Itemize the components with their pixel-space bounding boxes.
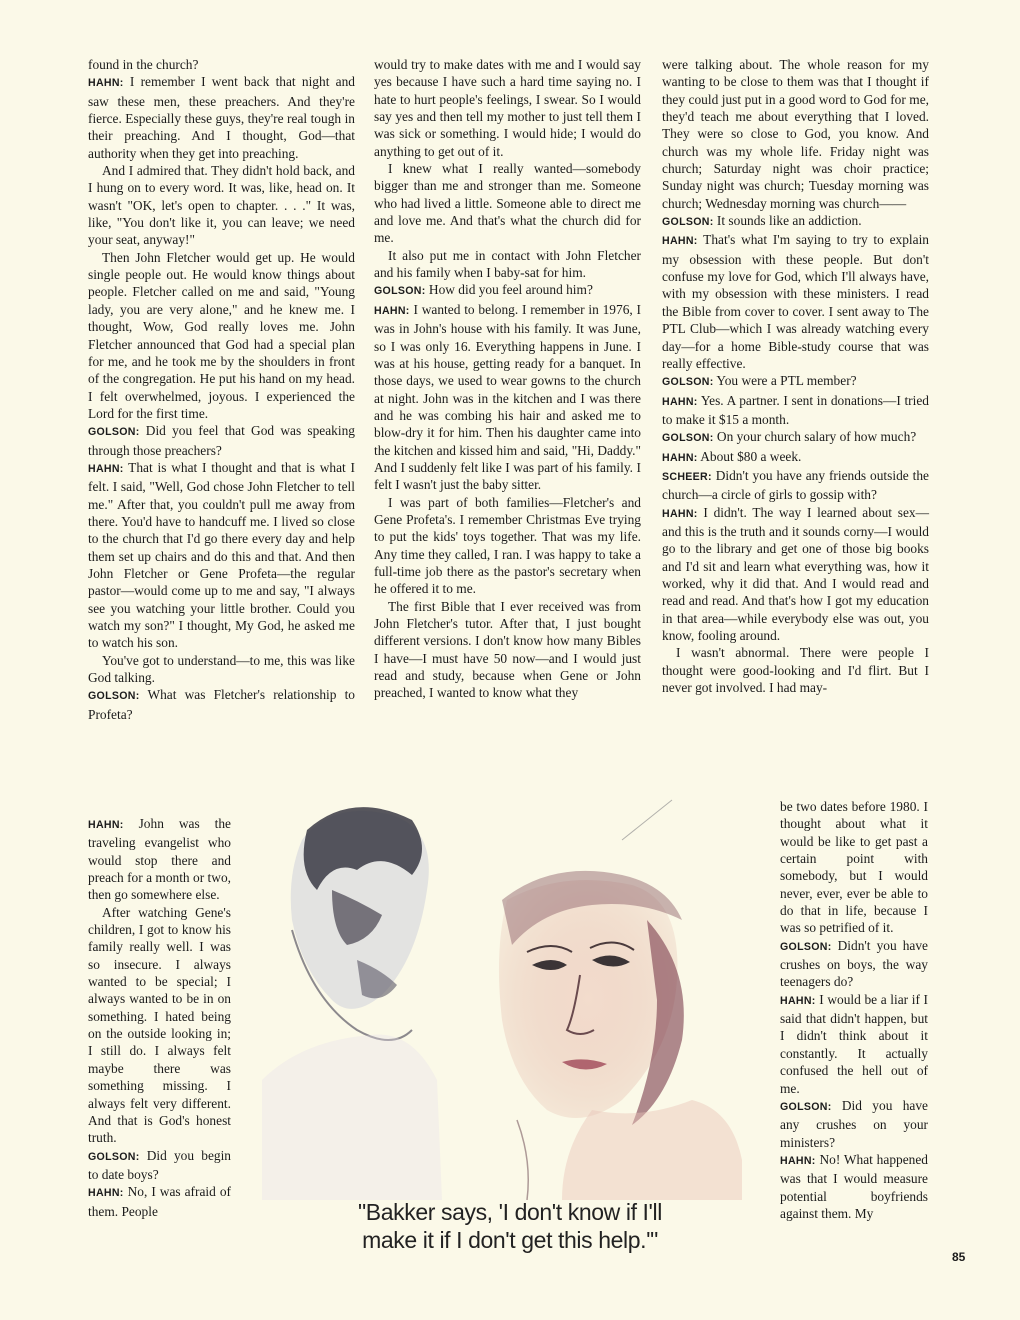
- paragraph-text: You were a PTL member?: [713, 373, 857, 389]
- paragraph-text: That's what I'm saying to try to explain my obsession with these people. But don't confuse my love for God, which I'll always have, with my obsession with these ministers. I read the Bible from cover to cover. I sent away to The PTL Club—which I was already watching every day—for a home Bible-study course that was really effective.: [662, 232, 929, 371]
- paragraph: [374, 494, 641, 598]
- paragraph-text: I remember I went back that night and saw these men, these preachers. And they're fierce. Especially these guys, they're real tough in their preaching. And I thought, God—that authority when they get into preaching.: [88, 74, 355, 161]
- paragraph-text: And I admired that. They didn't hold back, and I hung on to every word. It was, like, head on. It wasn't "OK, let's open to chapter. . . ." It was, like, "You don't like it, you can leave; we need your seat, anyway!": [88, 163, 355, 248]
- speaker-label: GOLSON:: [88, 426, 140, 439]
- paragraph-text: On your church salary of how much?: [713, 429, 917, 445]
- paragraph-text: That is what I thought and that is what I felt. I said, "Well, God chose John Fletcher to tell me." After that, you couldn't pull me away from there. You'd have to handcuff me. I lived so close to the church that I'd go there every day and help them set up chairs and do this and that. And then John Fletcher or Gene Profeta—the regular pastor—would come up to me and say, "I always see you watching your little brother. Could you watch my son?" I thought, My God, he asked me to watch his son.: [88, 459, 355, 651]
- speaker-label: HAHN:: [88, 819, 124, 831]
- paragraph: [780, 798, 928, 937]
- paragraph: [88, 56, 355, 73]
- paragraph-text: It also put me in contact with John Fletcher and his family when I baby-sat for him.: [374, 247, 641, 281]
- speaker-label: GOLSON:: [780, 1100, 832, 1113]
- paragraph: [88, 162, 355, 249]
- paragraph: [662, 467, 929, 504]
- paragraph: [88, 815, 231, 904]
- paragraph-text: Then John Fletcher would get up. He would single people out. He would know things about people. Fletcher called on me and said, "Young lady, you are very alone," and he knew me. I thought, Wow, God really loves me. John Fletcher announced that God had a special plan for me, and he took me by the shoulders in front of the congregation. He put his hand on my head. I felt overwhelmed, joyous. I experienced the Lord for the first time.: [88, 249, 355, 421]
- paragraph: [374, 281, 641, 300]
- paragraph: [88, 652, 355, 687]
- paragraph-text: Did you begin to date boys?: [88, 1147, 231, 1182]
- paragraph-text: You've got to understand—to me, this was like God talking.: [88, 652, 355, 686]
- paragraph: [88, 1147, 231, 1184]
- paragraph-text: found in the church?: [88, 57, 199, 72]
- paragraph: [88, 422, 355, 459]
- paragraph: [662, 448, 929, 467]
- article-column-1-wrap: [88, 815, 231, 1220]
- page-number: 85: [952, 1250, 966, 1264]
- speaker-label: GOLSON:: [662, 376, 714, 389]
- paragraph: [780, 937, 928, 991]
- paragraph: [662, 392, 929, 429]
- article-column-1: [88, 56, 355, 723]
- paragraph: [662, 212, 929, 231]
- paragraph-text: I wasn't abnormal. There were people I thought were good-looking and I'd flirt. But I never got involved. I had may-: [662, 645, 929, 696]
- speaker-label: GOLSON:: [780, 940, 832, 953]
- article-column-2: [374, 56, 641, 702]
- paragraph-text: Yes. A partner. I sent in donations—I tried to make it $15 a month.: [662, 392, 929, 427]
- paragraph: [662, 644, 929, 696]
- paragraph: [662, 504, 929, 645]
- paragraph: [88, 1183, 231, 1220]
- paragraph-text: John was the traveling evangelist who would stop there and preach for a month or two, then go somewhere else.: [88, 816, 231, 903]
- speaker-label: HAHN:: [662, 451, 698, 464]
- speaker-label: GOLSON:: [88, 1150, 140, 1163]
- paragraph: [88, 686, 355, 723]
- paragraph: [374, 301, 641, 494]
- speaker-label: HAHN:: [88, 77, 124, 90]
- paragraph-text: How did you feel around him?: [425, 282, 593, 298]
- speaker-label: GOLSON:: [662, 216, 714, 229]
- paragraph-text: After watching Gene's children, I got to know his family really well. I was so insecure. I always wanted to be special; I always wanted to be in on something. I hated being on the outside looking in; I still do. I always felt maybe there was something missing. I always felt very different. And that is God's honest truth.: [88, 904, 231, 1146]
- paragraph: [374, 247, 641, 282]
- paragraph: [780, 991, 928, 1097]
- paragraph-text: I didn't. The way I learned about sex—and this is the truth and it sounds corny—I would go to the library and get one of those big books and I'd sit and learn what everything was, how it worked, why it did that. And I would read and read and read. And that's how I got my education in that area—while everybody else was out, you know, fooling around.: [662, 504, 929, 643]
- paragraph: [780, 1097, 928, 1151]
- paragraph-text: It sounds like an addiction.: [713, 213, 862, 229]
- speaker-label: GOLSON:: [662, 432, 714, 445]
- speaker-label: SCHEER:: [662, 470, 712, 483]
- woman-figure: [499, 800, 742, 1200]
- paragraph-text: About $80 a week.: [697, 448, 802, 464]
- speaker-label: GOLSON:: [374, 285, 426, 298]
- paragraph-text: Didn't you have crushes on boys, the way teenagers do?: [780, 937, 928, 990]
- paragraph-text: I was part of both families—Fletcher's and Gene Profeta's. I remember Christmas Eve trying to put the kids' toys together. That was my life. Any time they called, I ran. I was happy to take a full-time job there as the pastor's secretary when he offered it to me.: [374, 494, 641, 597]
- paragraph-text: were talking about. The whole reason for my wanting to be close to them was that I thought if they could just put in a good word to God for me, they'd teach me about everything that I loved. They were so close to God, you know. And church was my whole life. Friday night was church; Saturday night was choir practice; Sunday night was church; Tuesday morning was church; Wednesday morning was church——: [662, 57, 929, 211]
- paragraph: [88, 904, 231, 1147]
- paragraph: [662, 428, 929, 447]
- article-column-3: [662, 56, 929, 696]
- paragraph-text: Did you feel that God was speaking through those preachers?: [88, 423, 355, 458]
- watercolor-illustration: [262, 780, 782, 1200]
- article-column-3-wrap: [780, 798, 928, 1222]
- paragraph-text: I would be a liar if I said that didn't happen, but I didn't think about it constantly. It actually confused the hell out of me.: [780, 991, 928, 1096]
- paragraph-text: No, I was afraid of them. People: [88, 1184, 231, 1219]
- paragraph-text: Didn't you have any friends outside the church—a circle of girls to gossip with?: [662, 467, 929, 503]
- paragraph-text: would try to make dates with me and I would say yes because I have such a hard time saying no. I hate to hurt people's feelings, I swear. So I would say yes and then tell my mother to just tell them I was sick or something. I would hide; I would do anything to get out of it.: [374, 57, 641, 159]
- paragraph: [374, 160, 641, 247]
- paragraph-text: I knew what I really wanted—somebody bigger than me and stronger than me. Someone who had lived a little. Someone able to direct me and love me. And that's what the church did for me.: [374, 161, 641, 246]
- paragraph: [88, 459, 355, 652]
- speaker-label: HAHN:: [662, 235, 698, 248]
- paragraph: [662, 56, 929, 212]
- speaker-label: HAHN:: [662, 395, 698, 408]
- speaker-label: HAHN:: [780, 1154, 816, 1167]
- speaker-label: HAHN:: [662, 507, 698, 520]
- speaker-label: HAHN:: [374, 304, 410, 317]
- speaker-label: HAHN:: [88, 1187, 124, 1200]
- paragraph: [374, 56, 641, 160]
- paragraph-text: I wanted to belong. I remember in 1976, I was in John's house with his family. It was June, so I was only 16. Everything happens in June. I was at his house, getting ready for a banquet. In those days, we used to wear gowns to the church at night. John was in the kitchen and I was there and he was combing his hair and asked me to blow-dry it for him. Then his daughter came into the kitchen and kissed him and said, "Hi, Daddy." And I suddenly felt like I was part of his family. I felt I wasn't just the baby sitter.: [374, 301, 641, 493]
- paragraph: [662, 372, 929, 391]
- paragraph: [374, 598, 641, 702]
- paragraph-text: be two dates before 1980. I thought about what it would be like to get past a certain point with somebody, but I would never, ever, ever be able to do that in life, because I was so petrified of it.: [780, 799, 928, 936]
- paragraph-text: Did you have any crushes on your ministers?: [780, 1097, 928, 1150]
- paragraph-text: The first Bible that I ever received was from John Fletcher's tutor. After that, I just bought different versions. I don't know how many Bibles I have—I must have 50 now—and I would just read and study, because when Gene or John preached, I wanted to know what they: [374, 598, 641, 701]
- paragraph: [662, 231, 929, 372]
- speaker-label: GOLSON:: [88, 690, 140, 703]
- paragraph: [780, 1151, 928, 1222]
- paragraph-text: No! What happened was that I would measure potential boyfriends against them. My: [780, 1151, 928, 1221]
- speaker-label: HAHN:: [780, 994, 816, 1007]
- paragraph: [88, 73, 355, 162]
- pull-quote: "Bakker says, 'I don't know if I'll make it if I don't get this help.'": [358, 1199, 662, 1253]
- man-figure: [262, 807, 442, 1200]
- paragraph: [88, 249, 355, 422]
- paragraph-text: What was Fletcher's relationship to Profeta?: [88, 687, 355, 722]
- speaker-label: HAHN:: [88, 462, 124, 475]
